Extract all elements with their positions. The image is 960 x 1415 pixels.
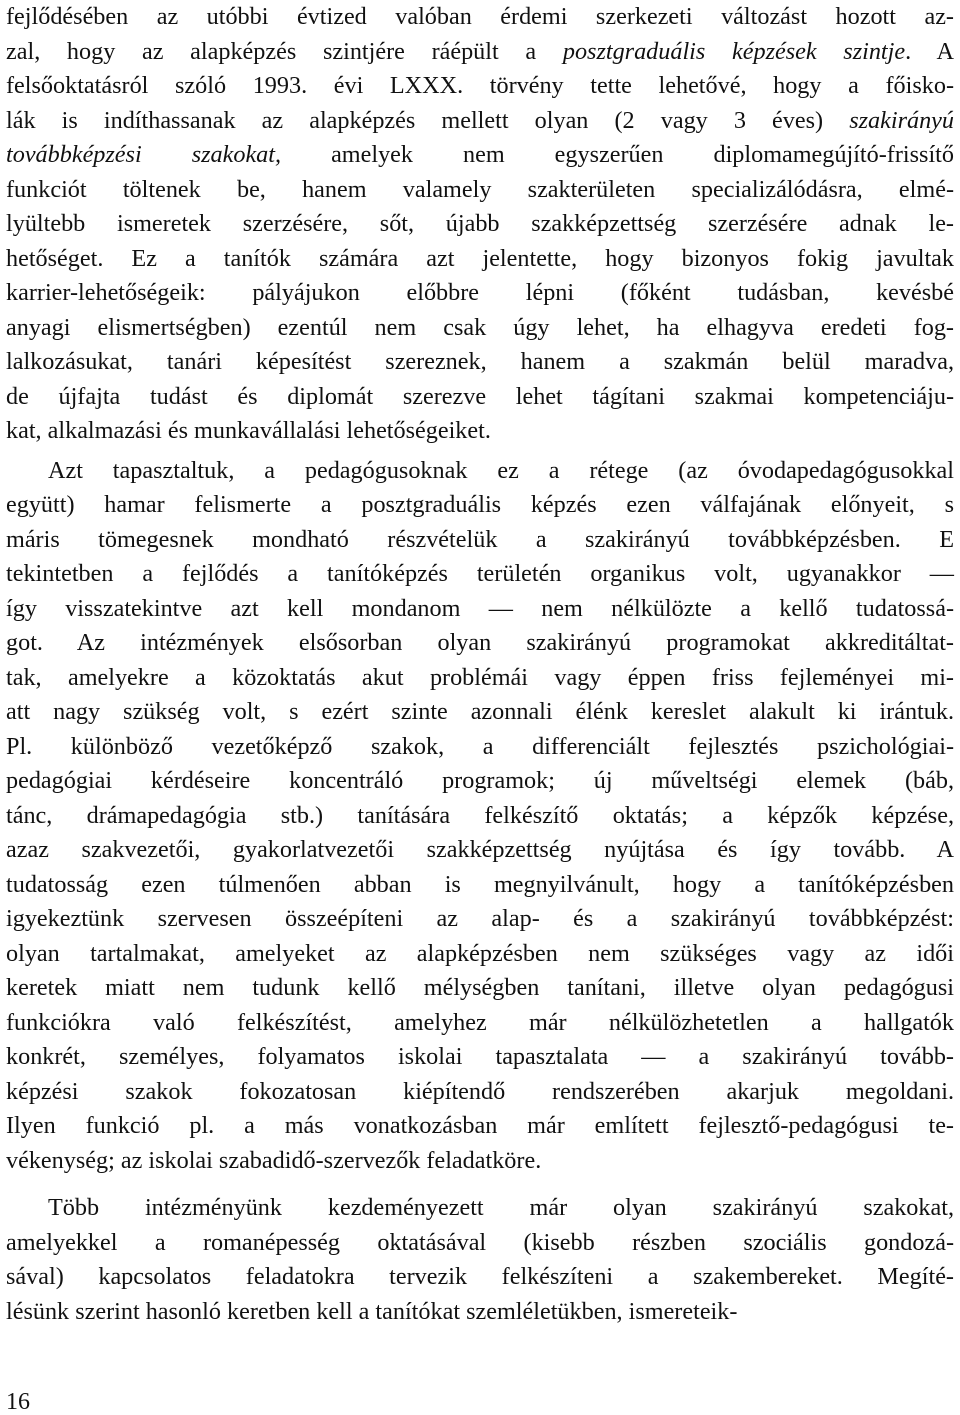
text-line: konkrét, személyes, folyamatos iskolai tapasztalata — a szakirányú tovább-	[6, 1043, 954, 1070]
text-line: amelyekkel a romanépesség oktatásával (kisebb részben szociális gondozá-	[6, 1228, 954, 1256]
text-line: igyekeztünk szervesen összeépíteni az alap- és a szakirányú továbbképzést:	[6, 905, 954, 932]
text-line: együtt) hamar felismerte a posztgraduális képzés ezen válfajának előnyeit, s	[6, 491, 954, 518]
text-line: tekintetben a fejlődés a tanítóképzés területén organikus volt, ugyanakkor —	[6, 560, 954, 587]
text-line: tak, amelyekre a közoktatás akut problémái vagy éppen friss fejleményei mi-	[6, 663, 954, 691]
text-line: lák is indíthassanak az alapképzés mellett olyan (2 vagy 3 éves) szakirányú	[6, 106, 954, 134]
text-line: keretek miatt nem tudunk kellő mélységben tanítani, illetve olyan pedagógusi	[6, 974, 954, 1001]
paragraph-3	[6, 1191, 954, 1329]
text-line: tudatosság ezen túlmenően abban is megnyilvánult, hogy a tanítóképzésben	[6, 870, 954, 898]
text-line: azaz szakvezetői, gyakorlatvezetői szakképzettség nyújtása és így tovább. A	[6, 836, 954, 863]
text-line: karrier-lehetőségeik: pályájukon előbbre lépni (főként tudásban, kevésbé	[6, 279, 954, 306]
text-line: Pl. különböző vezetőképző szakok, a differenciált fejlesztés pszichológiai-	[6, 732, 954, 760]
text-line: vékenység; az iskolai szabadidő-szervezők feladatköre.	[6, 1146, 542, 1174]
text-line: kat, alkalmazási és munkavállalási lehetőségeiket.	[6, 417, 491, 444]
text-line: att nagy szükség volt, s ezért szinte azonnali élénk kereslet alakult ki irántuk.	[6, 698, 954, 725]
paragraph-1	[6, 0, 954, 449]
document-page	[6, 0, 954, 1329]
text-line: funkciókra való felkészítést, amelyhez már nélkülözhetetlen a hallgatók	[6, 1008, 954, 1036]
text-line: képzési szakok fokozatosan kiépítendő rendszerében akarjuk megoldani.	[6, 1077, 954, 1105]
text-line: Azt tapasztaltuk, a pedagógusoknak ez a rétege (az óvodapedagógusokkal	[48, 456, 954, 484]
text-line: anyagi elismertségben) ezentúl nem csak úgy lehet, ha elhagyva eredeti fog-	[6, 313, 954, 341]
text-line: olyan tartalmakat, amelyeket az alapképzésben nem szükséges vagy az idői	[6, 939, 954, 967]
text-line: pedagógiai kérdéseire koncentráló programok; új műveltségi elemek (báb,	[6, 767, 954, 794]
text-line: lyültebb ismeretek szerzésére, sőt, újabb szakképzettség szerzésére adnak le-	[6, 210, 954, 237]
page-number: 16	[6, 1389, 30, 1415]
text-line: máris tömegesnek mondható részvételük a szakirányú továbbképzésben. E	[6, 525, 954, 553]
text-line: így visszatekintve azt kell mondanom — nem nélkülözte a kellő tudatossá-	[6, 594, 954, 622]
text-line: sával) kapcsolatos feladatokra tervezik felkészíteni a szakembereket. Megíté-	[6, 1263, 954, 1290]
text-line: de újfajta tudást és diplomát szerezve lehet tágítani szakmai kompetenciáju-	[6, 382, 954, 410]
text-line: felsőoktatásról szóló 1993. évi LXXX. törvény tette lehetővé, hogy a főisko-	[6, 72, 954, 99]
text-line: fejlődésében az utóbbi évtized valóban érdemi szerkezeti változást hozott az-	[6, 3, 954, 30]
text-line: Ilyen funkció pl. a más vonatkozásban már említett fejlesztő-pedagógusi te-	[6, 1112, 954, 1139]
text-line: zal, hogy az alapképzés szintjére ráépült a posztgraduális képzések szintje. A	[6, 37, 954, 65]
text-line: továbbképzési szakokat, amelyek nem egyszerűen diplomamegújító-frissítő	[6, 141, 954, 168]
text-line: tánc, drámapedagógia stb.) tanítására felkészítő oktatás; a képzők képzése,	[6, 801, 954, 829]
text-line: Több intézményünk kezdeményezett már olyan szakirányú szakokat,	[48, 1194, 954, 1221]
text-line: lésünk szerint hasonló keretben kell a tanítókat szemléletükben, ismereteik-	[6, 1297, 738, 1325]
paragraph-spacer	[6, 1178, 954, 1191]
paragraph-2	[6, 454, 954, 1179]
text-line: got. Az intézmények elsősorban olyan szakirányú programokat akkreditáltat-	[6, 629, 954, 656]
text-line: lalkozásukat, tanári képesítést szereznek, hanem a szakmán belül maradva,	[6, 348, 954, 375]
text-line: funkciót töltenek be, hanem valamely szakterületen specializálódásra, elmé-	[6, 175, 954, 203]
text-line: hetőséget. Ez a tanítók számára azt jelentette, hogy bizonyos fokig javultak	[6, 244, 954, 272]
